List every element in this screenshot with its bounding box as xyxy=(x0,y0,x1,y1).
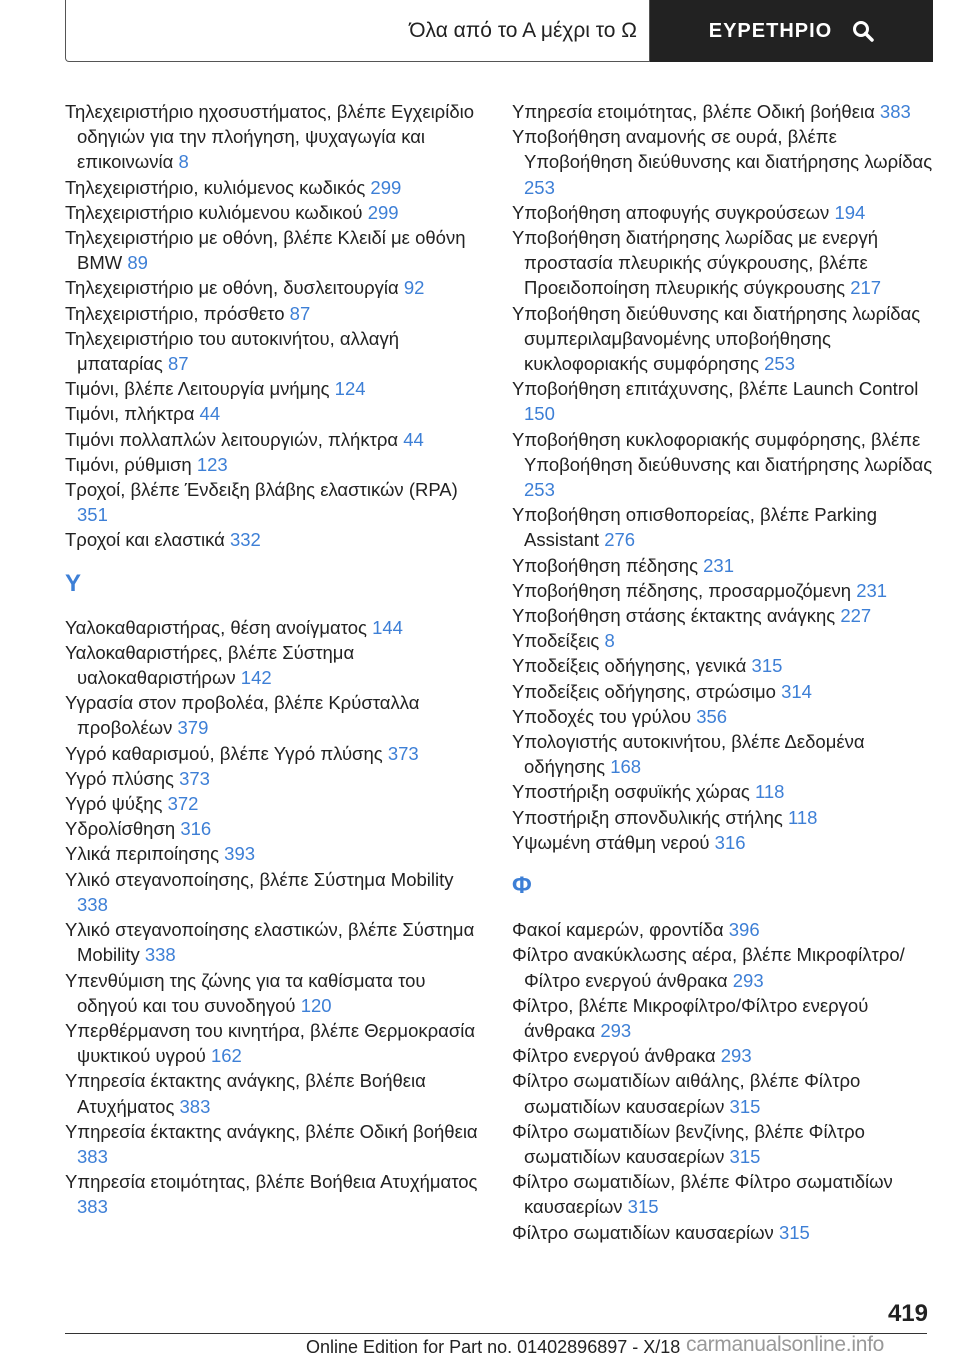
index-page-link[interactable]: 123 xyxy=(196,453,228,475)
index-page-link[interactable]: 120 xyxy=(300,994,332,1016)
search-icon[interactable] xyxy=(852,20,874,42)
index-entry xyxy=(512,1043,942,1068)
index-entry-text: Υποβοήθηση πέδησης, προσαρμοζόμενη xyxy=(512,579,852,601)
index-entry-text: Υαλοκαθαριστήρας, θέση ανοίγματος xyxy=(65,616,367,638)
index-entry xyxy=(512,124,942,200)
footer-text: Online Edition for Part no. 01402896897 - X/18 xyxy=(306,1337,681,1357)
index-entry xyxy=(65,225,485,275)
index-entry xyxy=(512,779,942,804)
index-entry-text: Φίλτρο σωματιδίων βενζίνης, βλέπε Φίλτρο σωματιδίων καυσαερίων xyxy=(512,1120,865,1167)
index-page-link[interactable]: 383 xyxy=(77,1145,108,1167)
index-entry-text: Υποβοήθηση διατήρησης λωρίδας με ενεργή προστασία πλευρικής σύγκρουσης, βλέπε Προειδοποίηση πλευρικής σύγκρουσης xyxy=(512,227,878,299)
index-entry xyxy=(65,690,485,740)
index-page-link[interactable]: 372 xyxy=(167,793,199,815)
index-page-link[interactable]: 253 xyxy=(764,353,796,375)
index-page-link[interactable]: 383 xyxy=(77,1196,108,1218)
index-entry xyxy=(65,376,485,401)
tab-index-label: ΕΥΡΕΤΗΡΙΟ xyxy=(708,19,833,42)
index-entry xyxy=(512,553,942,578)
index-entry-text: Υποδείξεις xyxy=(512,630,600,652)
index-page-link[interactable]: 338 xyxy=(77,893,108,915)
index-entry xyxy=(512,653,942,678)
index-page-link[interactable]: 316 xyxy=(180,818,212,840)
index-entry-text: Υποβοήθηση κυκλοφοριακής συμφόρησης, βλέπε Υποβοήθηση διεύθυνσης και διατήρησης λωρίδας xyxy=(512,428,933,475)
index-page-link[interactable]: 373 xyxy=(179,767,210,789)
index-page-link[interactable]: 118 xyxy=(787,806,818,828)
index-entry-text: Τηλεχειριστήριο ηχοσυστήματος, βλέπε Εγχειρίδιο οδηγιών για την πλοήγηση, ψυχαγωγία και επικοινωνία xyxy=(65,101,475,173)
index-entry xyxy=(512,679,942,704)
index-entry xyxy=(65,816,485,841)
index-entry xyxy=(65,917,485,967)
index-page-link[interactable]: 379 xyxy=(177,717,209,739)
page-number: 419 xyxy=(887,1300,928,1327)
index-entry-text: Τηλεχειριστήριο με οθόνη, βλέπε Κλειδί με οθόνη BMW xyxy=(65,227,466,274)
index-entry-text: Τηλεχειριστήριο, πρόσθετο xyxy=(65,302,285,324)
index-page-link[interactable]: 332 xyxy=(229,529,261,551)
index-entry-text: Τιμόνι πολλαπλών λειτουργιών, πλήκτρα xyxy=(65,428,399,450)
index-page-link[interactable]: 87 xyxy=(167,353,189,375)
index-entry-text: Τιμόνι, βλέπε Λειτουργία μνήμης xyxy=(65,378,330,400)
index-entry xyxy=(512,628,942,653)
index-entry xyxy=(512,942,942,992)
index-page-link[interactable]: 316 xyxy=(714,831,746,853)
index-entry xyxy=(512,704,942,729)
tab-index[interactable] xyxy=(650,0,933,62)
index-page-link[interactable]: 314 xyxy=(781,680,812,702)
index-entry xyxy=(65,527,485,552)
index-entry xyxy=(65,1119,485,1169)
index-entry-text: Υδρολίσθηση xyxy=(65,818,176,840)
index-entry xyxy=(65,477,485,527)
index-entry-text: Τροχοί και ελαστικά xyxy=(65,529,225,551)
index-entry-text: Υπηρεσία έκτακτης ανάγκης, βλέπε Οδική βοήθεια xyxy=(65,1120,478,1142)
index-page-link[interactable]: 124 xyxy=(334,378,366,400)
index-entry-text: Τροχοί, βλέπε Ένδειξη βλάβης ελαστικών (RPA) xyxy=(65,479,458,501)
index-entry xyxy=(512,1220,942,1245)
index-entry-text: Υλικό στεγανοποίησης, βλέπε Σύστημα Mobility xyxy=(65,868,454,890)
index-entry-text: Φίλτρο, βλέπε Μικροφίλτρο/Φίλτρο ενεργού άνθρακα xyxy=(512,994,869,1041)
index-page-link[interactable]: 8 xyxy=(604,630,615,652)
index-entry xyxy=(65,401,485,426)
index-entry-text: Τηλεχειριστήριο κυλιόμενου κωδικού xyxy=(65,201,363,223)
index-entry-text: Υποβοήθηση πέδησης xyxy=(512,554,698,576)
page-header xyxy=(65,0,933,62)
index-entry-text: Φίλτρο ανακύκλωσης αέρα, βλέπε Μικροφίλτρο/Φίλτρο ενεργού άνθρακα xyxy=(512,944,905,991)
index-entry xyxy=(512,603,942,628)
index-entry-text: Υποδοχές του γρύλου xyxy=(512,705,692,727)
index-page-link[interactable]: 396 xyxy=(728,919,760,941)
index-entry xyxy=(512,729,942,779)
index-entry xyxy=(512,376,942,426)
index-entry xyxy=(65,1068,485,1118)
index-entry-text: Υποδείξεις οδήγησης, στρώσιμο xyxy=(512,680,776,702)
index-page-link[interactable]: 142 xyxy=(240,667,272,689)
index-entry-text: Υπενθύμιση της ζώνης για τα καθίσματα του οδηγού και του συνοδηγού xyxy=(65,969,426,1016)
index-page-link[interactable]: 168 xyxy=(610,756,642,778)
index-entry xyxy=(65,301,485,326)
index-page-link[interactable]: 299 xyxy=(370,176,402,198)
index-entry-text: Υπολογιστής αυτοκινήτου, βλέπε Δεδομένα οδήγησης xyxy=(512,731,865,778)
index-entry-text: Υψωμένη στάθμη νερού xyxy=(512,831,710,853)
index-page-link[interactable]: 383 xyxy=(879,101,911,122)
watermark-text: carmanualsonline.info xyxy=(686,1333,884,1356)
index-entry xyxy=(65,326,485,376)
index-entry-text: Υπερθέρμανση του κινητήρα, βλέπε Θερμοκρασία ψυκτικού υγρού xyxy=(65,1019,476,1067)
index-entry-text: Φακοί καμερών, φροντίδα xyxy=(512,919,724,941)
index-entry-text: Υποδείξεις οδήγησης, γενικά xyxy=(512,655,747,677)
index-page-link[interactable]: 44 xyxy=(199,403,221,425)
index-entry-text: Υποβοήθηση αναμονής σε ουρά, βλέπε Υποβοήθηση διεύθυνσης και διατήρησης λωρίδας xyxy=(512,126,933,173)
index-page-link[interactable]: 118 xyxy=(754,781,785,803)
index-page-link[interactable]: 8 xyxy=(178,151,189,173)
index-page-link[interactable]: 299 xyxy=(367,201,399,223)
index-page-link[interactable]: 338 xyxy=(144,944,176,966)
index-page-link[interactable]: 356 xyxy=(696,705,728,727)
index-page-link[interactable]: 231 xyxy=(856,579,888,601)
index-entry-text: Φίλτρο σωματιδίων, βλέπε Φίλτρο σωματιδίων καυσαερίων xyxy=(512,1171,893,1218)
index-entry-text: Υαλοκαθαριστήρες, βλέπε Σύστημα υαλοκαθαριστήρων xyxy=(65,641,355,689)
index-entry-text: Υποβοήθηση επιτάχυνσης, βλέπε Launch Control xyxy=(512,378,919,400)
index-entry xyxy=(65,1169,485,1219)
index-entry xyxy=(65,791,485,816)
index-page-link[interactable]: 194 xyxy=(834,201,866,223)
index-page-link[interactable]: 315 xyxy=(778,1221,810,1243)
index-page-link[interactable]: 89 xyxy=(127,252,148,274)
index-page-link[interactable]: 87 xyxy=(289,302,311,324)
index-entry xyxy=(512,1119,942,1169)
index-page-link[interactable]: 293 xyxy=(600,1019,632,1041)
index-entry xyxy=(512,830,942,855)
tab-a-to-z[interactable] xyxy=(65,0,650,62)
index-entry-text: Υπηρεσία ετοιμότητας, βλέπε Βοήθεια Ατυχήματος xyxy=(65,1171,478,1193)
index-entry-text: Υγρό πλύσης xyxy=(65,767,174,789)
index-page-link[interactable]: 383 xyxy=(179,1095,211,1117)
index-entry xyxy=(65,968,485,1018)
index-entry-text: Φίλτρο σωματιδίων αιθάλης, βλέπε Φίλτρο σωματιδίων καυσαερίων xyxy=(512,1070,861,1117)
index-entry xyxy=(512,301,942,377)
index-letter-heading: Φ xyxy=(512,872,532,900)
index-entry xyxy=(512,502,942,552)
index-entry xyxy=(65,452,485,477)
index-entry-text: Υπηρεσία έκτακτης ανάγκης, βλέπε Βοήθεια Ατυχήματος xyxy=(65,1070,426,1117)
index-page-link[interactable]: 150 xyxy=(524,403,555,425)
index-entry xyxy=(65,175,485,200)
index-page-link[interactable]: 276 xyxy=(604,529,636,551)
index-page-link[interactable]: 217 xyxy=(850,277,882,299)
index-entry xyxy=(512,578,942,603)
tab-a-to-z-label: Όλα από το Α μέχρι το Ω xyxy=(409,18,637,42)
index-entry xyxy=(512,1169,942,1219)
index-entry-text: Υπηρεσία ετοιμότητας, βλέπε Οδική βοήθεια xyxy=(512,101,875,122)
index-entry xyxy=(65,867,485,917)
index-entry xyxy=(512,225,942,301)
index-entry-text: Φίλτρο ενεργού άνθρακα xyxy=(512,1045,716,1067)
index-entry-text: Υποβοήθηση οπισθοπορείας, βλέπε Parking Assistant xyxy=(512,504,877,551)
index-entry xyxy=(65,99,485,175)
index-page-link[interactable]: 315 xyxy=(751,655,783,677)
index-entry-text: Υποβοήθηση αποφυγής συγκρούσεων xyxy=(512,201,830,223)
index-page-link[interactable]: 231 xyxy=(703,554,735,576)
index-entry-text: Υποστήριξη σπονδυλικής στήλης xyxy=(512,806,783,828)
index-page-link[interactable]: 293 xyxy=(720,1045,752,1067)
index-entry xyxy=(65,741,485,766)
index-entry-text: Υγρό ψύξης xyxy=(65,793,163,815)
index-page-link[interactable]: 253 xyxy=(524,176,555,198)
index-letter-heading: Υ xyxy=(65,569,82,597)
index-entry xyxy=(512,427,942,503)
index-entry xyxy=(65,841,485,866)
index-entry xyxy=(65,615,485,640)
index-entry-text: Τηλεχειριστήριο του αυτοκινήτου, αλλαγή μπαταρίας xyxy=(65,327,400,375)
index-entry-text: Υλικό στεγανοποίησης ελαστικών, βλέπε Σύστημα Mobility xyxy=(65,919,475,966)
index-column-right xyxy=(512,99,942,1245)
index-entry-text: Φίλτρο σωματιδίων καυσαερίων xyxy=(512,1221,774,1243)
index-entry xyxy=(512,1068,942,1118)
index-page-link[interactable]: 351 xyxy=(77,504,108,526)
index-entry-text: Υλικά περιποίησης xyxy=(65,843,220,865)
index-entry xyxy=(512,805,942,830)
index-entry xyxy=(512,200,942,225)
index-entry xyxy=(512,99,942,124)
index-page-link[interactable]: 162 xyxy=(210,1045,242,1067)
index-page-link[interactable]: 315 xyxy=(729,1145,761,1167)
index-entry-text: Τιμόνι, ρύθμιση xyxy=(65,453,192,475)
index-page-link[interactable]: 293 xyxy=(732,969,764,991)
index-entry xyxy=(65,766,485,791)
index-entry xyxy=(65,1018,485,1068)
index-page-link[interactable]: 227 xyxy=(840,605,872,627)
index-entry-text: Τηλεχειριστήριο με οθόνη, δυσλειτουργία xyxy=(65,277,399,299)
index-entry xyxy=(65,200,485,225)
index-page-link[interactable]: 373 xyxy=(387,742,419,764)
index-entry-text: Υποστήριξη οσφυϊκής χώρας xyxy=(512,781,750,803)
index-page-link[interactable]: 144 xyxy=(372,616,403,638)
index-page-link[interactable]: 315 xyxy=(627,1196,659,1218)
index-entry-text: Τιμόνι, πλήκτρα xyxy=(65,403,195,425)
index-entry xyxy=(65,640,485,690)
index-page-link[interactable]: 253 xyxy=(524,479,555,501)
index-entry-text: Υγρασία στον προβολέα, βλέπε Κρύσταλλα προβολέων xyxy=(65,692,420,739)
index-entry xyxy=(65,275,485,300)
index-page-link[interactable]: 315 xyxy=(729,1095,761,1117)
index-entry-text: Υποβοήθηση στάσης έκτακτης ανάγκης xyxy=(512,605,836,627)
index-page-link[interactable]: 92 xyxy=(403,277,425,299)
index-page-link[interactable]: 44 xyxy=(403,428,424,450)
index-page-link[interactable]: 393 xyxy=(224,843,256,865)
index-entry xyxy=(512,993,942,1043)
index-entry-text: Υποβοήθηση διεύθυνσης και διατήρησης λωρίδας συμπεριλαμβανομένης υποβοήθησης κυκλοφοριακής συμφόρησης xyxy=(512,302,921,375)
index-column-left xyxy=(65,99,485,1220)
index-entry-text: Τηλεχειριστήριο, κυλιόμενος κωδικός xyxy=(65,176,366,198)
index-entry xyxy=(512,917,942,942)
index-entry-text: Υγρό καθαρισμού, βλέπε Υγρό πλύσης xyxy=(65,742,383,764)
index-entry xyxy=(65,427,485,452)
